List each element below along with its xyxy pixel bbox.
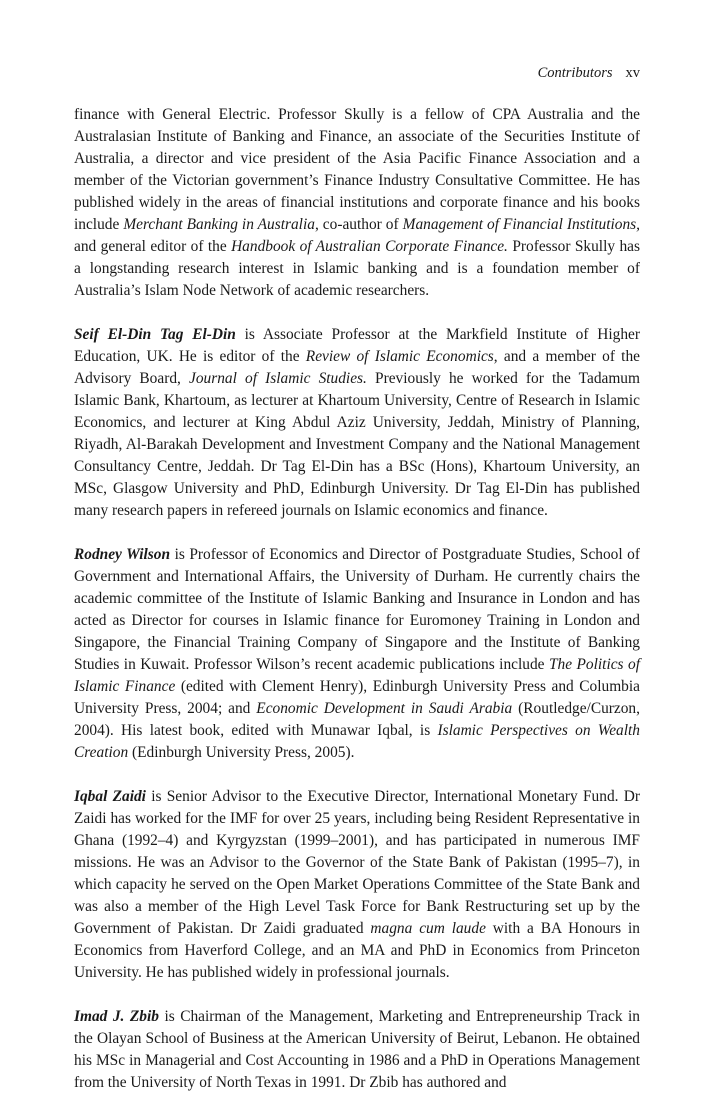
text-run: (Edinburgh University Press, 2005). bbox=[128, 744, 355, 761]
paragraph-zaidi bbox=[74, 786, 640, 984]
running-header bbox=[74, 62, 640, 84]
paragraph-wilson bbox=[74, 544, 640, 764]
text-run: is Senior Advisor to the Executive Director, International Monetary Fund. Dr Zaidi has worked for the IMF for over 25 years, including being Resident Representative in Ghana (1992–4) and Kyrgyzstan (1999–2001), and has participated in numerous IMF missions. He was an Advisor to the Governor of the State Bank of Pakistan (1995–7), in which capacity he served on the Open Market Operations Committee of the State Bank and was also a member of the High Level Task Force for Bank Restructuring set up by the Government of Pakistan. Dr Zaidi graduated bbox=[74, 788, 640, 937]
text-run: finance with General Electric. Professor Skully is a fellow of CPA Australia and the Australasian Institute of Banking and Finance, an associate of the Securities Institute of Australia, a director and vice president of the Asia Pacific Finance Association and a member of the Victorian government’s Finance Industry Consultative Committee. He has published widely in the areas of financial institutions and corporate finance and his books include bbox=[74, 106, 640, 233]
paragraph-tag-el-din bbox=[74, 324, 640, 522]
text-run: with a BA Honours in Economics from Haverford College, and an MA and PhD in Economics from Princeton University. He has published widely in professional journals. bbox=[74, 920, 640, 981]
book-title: Economic Development in Saudi Arabia bbox=[256, 700, 513, 717]
text-run: is Professor of Economics and Director of Postgraduate Studies, School of Government and International Affairs, the University of Durham. He currently chairs the academic committee of the Institute of Islamic Banking and Insurance in London and has acted as Director for courses in Islamic finance for Euromoney Training in London and Singapore, the Financial Training Company of Singapore and the Institute of Banking Studies in Kuwait. Professor Wilson’s recent academic publications include bbox=[74, 546, 641, 673]
text-run: Previously he worked for the Tadamum Islamic Bank, Khartoum, as lecturer at Khartoum University, Centre of Research in Islamic Economics, and lecturer at King Abdul Aziz University, Jeddah, Ministry of Planning, Riyadh, Al-Barakah Development and Investment Company and the National Management Consultancy Centre, Jeddah. Dr Tag El-Din has a BSc (Hons), Khartoum University, an MSc, Glasgow University and PhD, Edinburgh University. Dr Tag El-Din has published many research papers in refereed journals on Islamic economics and finance. bbox=[74, 370, 640, 519]
book-title: Merchant Banking in Australia bbox=[123, 216, 315, 233]
contributor-name: Iqbal Zaidi bbox=[74, 788, 146, 805]
journal-title: Review of Islamic Economics bbox=[305, 348, 494, 365]
page-number: xv bbox=[625, 65, 640, 81]
text-run: (Routledge/Curzon, 2004). His latest book, edited with Munawar Iqbal, is bbox=[74, 700, 640, 739]
text-run: is Associate Professor at the Markfield Institute of Higher Education, UK. He is editor of the bbox=[74, 326, 640, 365]
section-title: Contributors bbox=[537, 65, 613, 81]
paragraph-skully bbox=[74, 104, 640, 302]
contributor-name: Rodney Wilson bbox=[74, 546, 171, 563]
text-run: (edited with Clement Henry), Edinburgh University Press and Columbia University Press, 2004; and bbox=[74, 678, 640, 717]
document-page bbox=[74, 62, 640, 1094]
book-title: Management of Financial Institutions, bbox=[402, 216, 640, 233]
text-run: , co-author of bbox=[314, 216, 403, 233]
text-run: Professor Skully has a longstanding research interest in Islamic banking and is a foundation member of Australia’s Islam Node Network of academic researchers. bbox=[74, 238, 640, 299]
paragraph-zbib bbox=[74, 1006, 640, 1094]
book-title: Handbook of Australian Corporate Finance. bbox=[231, 238, 508, 255]
latin-phrase: magna cum laude bbox=[370, 920, 486, 937]
book-title: The Politics of Islamic Finance bbox=[74, 656, 640, 695]
text-run: and general editor of the bbox=[74, 238, 232, 255]
book-title: Islamic Perspectives on Wealth Creation bbox=[74, 722, 640, 761]
contributor-name: Seif El-Din Tag El-Din bbox=[74, 326, 236, 343]
journal-title: Journal of Islamic Studies. bbox=[189, 370, 367, 387]
text-run: is Chairman of the Management, Marketing and Entrepreneurship Track in the Olayan School of Business at the American University of Beirut, Lebanon. He obtained his MSc in Managerial and Cost Accounting in 1986 and a PhD in Operations Management from the University of North Texas in 1991. Dr Zbib has authored and bbox=[74, 1008, 640, 1091]
text-run: , and a member of the Advisory Board, bbox=[74, 348, 640, 387]
contributor-name: Imad J. Zbib bbox=[74, 1008, 159, 1025]
